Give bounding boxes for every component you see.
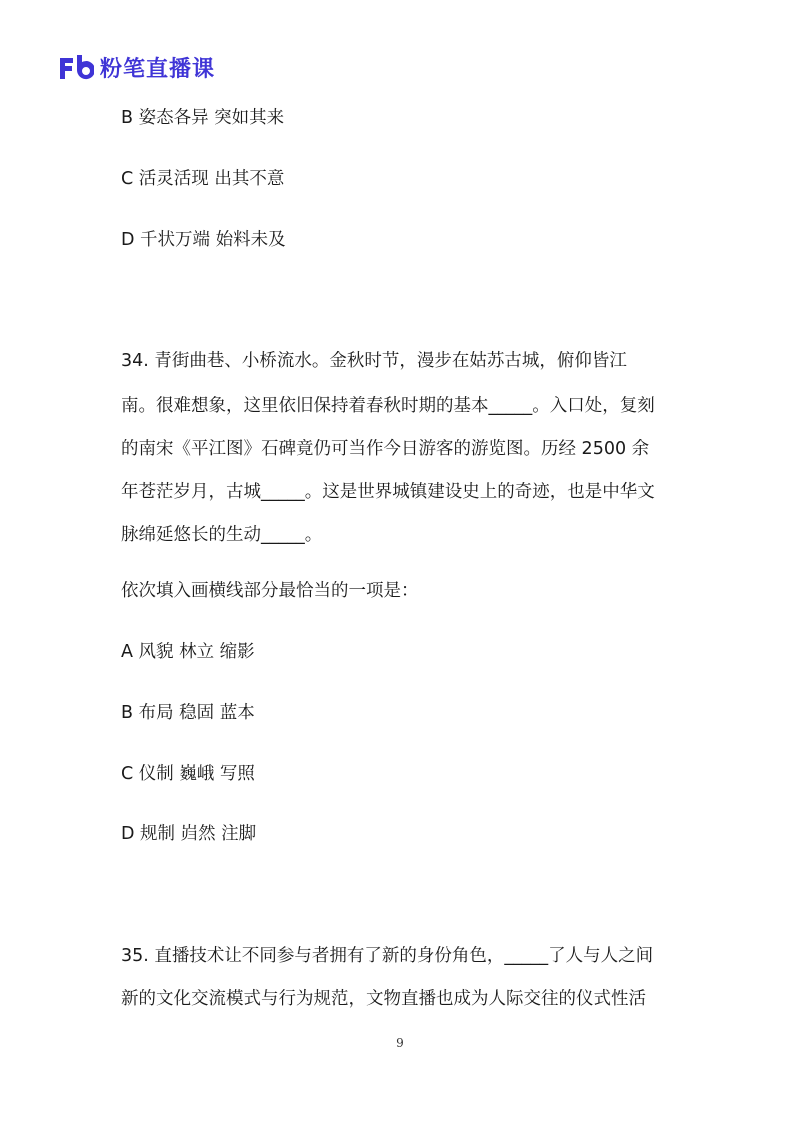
- q35-stem-line: 新的文化交流模式与行为规范，文物直播也成为人际交往的仪式性活: [121, 989, 646, 1009]
- q34-prompt: 依次填入画横线部分最恰当的一项是：: [121, 581, 419, 601]
- page-number: 9: [396, 1036, 404, 1050]
- q34-stem-line: 南。很难想象，这里依旧保持着春秋时期的基本_____。入口处，复刻: [121, 396, 655, 416]
- q35-stem-line: 35. 直播技术让不同参与者拥有了新的身份角色，_____了人与人之间: [121, 946, 654, 966]
- q34-stem-line: 的南宋《平江图》石碑竟仍可当作今日游客的游览图。历经 2500 余: [121, 439, 650, 459]
- q34-stem-line: 脉绵延悠长的生动_____。: [121, 525, 323, 545]
- q34-stem-line: 年苍茫岁月，古城_____。这是世界城镇建设史上的奇迹，也是中华文: [121, 482, 655, 502]
- q34-option-a: A 风貌 林立 缩影: [121, 642, 255, 662]
- q34-option-c: C 仪制 巍峨 写照: [121, 764, 255, 784]
- q33-option-b: B 姿态各异 突如其来: [121, 108, 285, 128]
- brand-name: 粉笔直播课: [100, 56, 216, 82]
- q33-option-c: C 活灵活现 出其不意: [121, 169, 285, 189]
- q34-stem-line: 34. 青街曲巷、小桥流水。金秋时节，漫步在姑苏古城，俯仰皆江: [121, 351, 627, 371]
- fb-logo-icon: [58, 54, 94, 80]
- brand-logo: [58, 52, 215, 82]
- q34-option-b: B 布局 稳固 蓝本: [121, 703, 255, 723]
- q34-option-d: D 规制 岿然 注脚: [121, 824, 257, 844]
- q33-option-d: D 千状万端 始料未及: [121, 230, 286, 250]
